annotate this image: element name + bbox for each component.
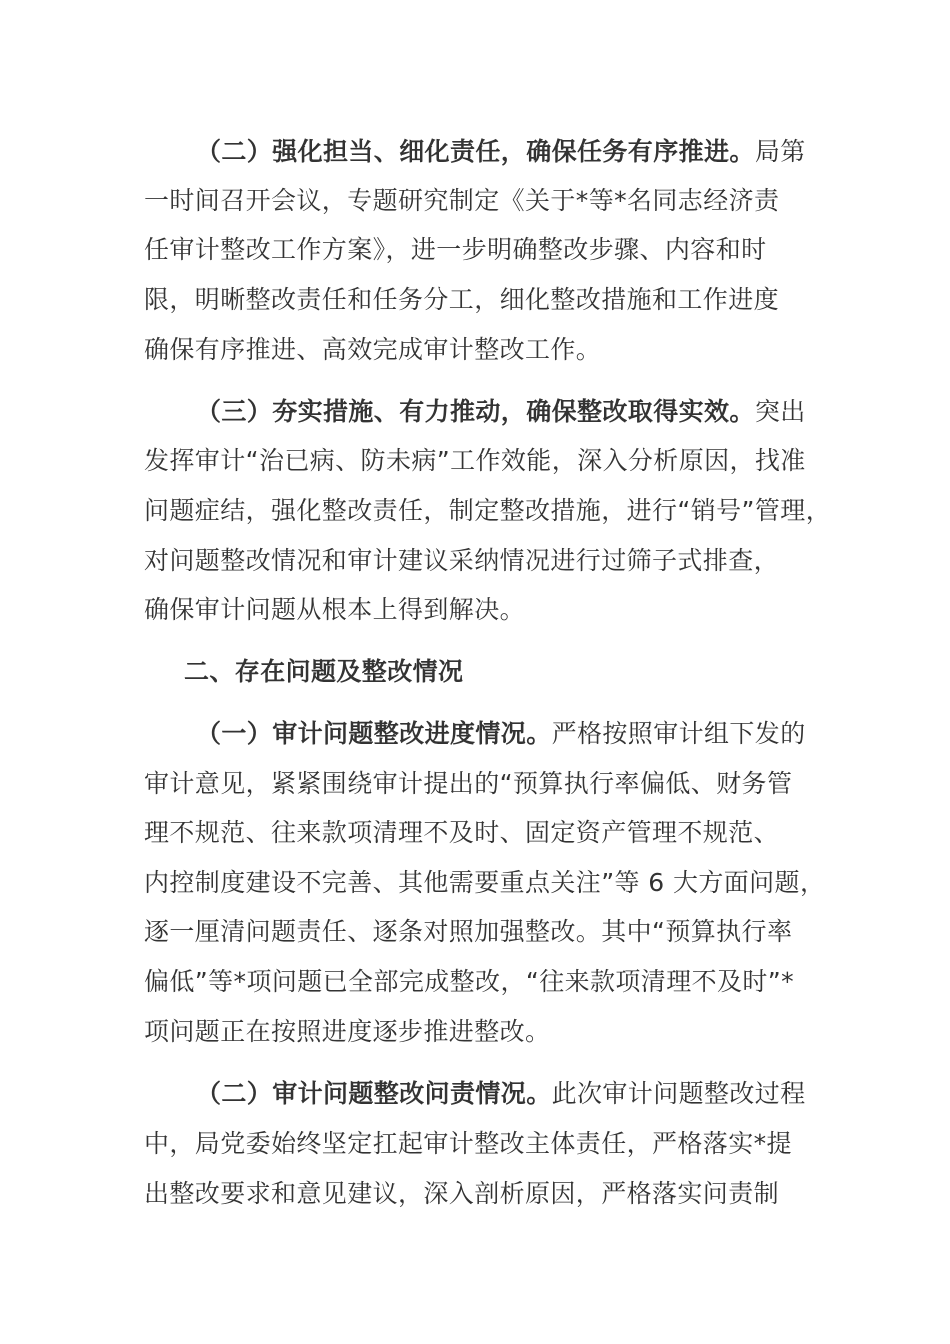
paragraph-line: 任审计整改工作方案》，进一步明确整改步骤、内容和时 <box>144 235 767 264</box>
paragraph-line <box>196 395 806 429</box>
paragraph-line <box>196 1077 806 1111</box>
paragraph-text: 局第 <box>754 137 806 166</box>
paragraph-line: 偏低”等*项问题已全部完成整改，“往来款项清理不及时”* <box>144 967 795 996</box>
paragraph-lead: （三）夯实措施、有力推动，确保整改取得实效。 <box>196 397 755 426</box>
paragraph-line: 内控制度建设不完善、其他需要重点关注”等 6 大方面问题， <box>144 868 826 897</box>
paragraph-text: 严格按照审计组下发的 <box>551 719 806 748</box>
paragraph-line <box>196 135 806 169</box>
section-heading: 二、存在问题及整改情况 <box>184 657 464 686</box>
paragraph-line: 对问题整改情况和审计建议采纳情况进行过筛子式排查， <box>144 546 780 575</box>
paragraph-lead: （二）审计问题整改问责情况。 <box>196 1079 552 1108</box>
paragraph-line: 出整改要求和意见建议，深入剖析原因，严格落实问责制 <box>144 1179 780 1208</box>
paragraph-line: 逐一厘清问题责任、逐条对照加强整改。其中“预算执行率 <box>144 917 793 946</box>
paragraph-line <box>196 717 806 751</box>
paragraph-line: 问题症结，强化整改责任，制定整改措施，进行“销号”管理， <box>144 496 832 525</box>
paragraph-text: 突出 <box>754 397 806 426</box>
paragraph-line: 理不规范、往来款项清理不及时、固定资产管理不规范、 <box>144 818 780 847</box>
paragraph-line: 项问题正在按照进度逐步推进整改。 <box>144 1017 551 1046</box>
paragraph-line: 一时间召开会议，专题研究制定《关于*等*名同志经济责 <box>144 186 780 215</box>
paragraph-text: 此次审计问题整改过程 <box>551 1079 806 1108</box>
paragraph-line: 确保审计问题从根本上得到解决。 <box>144 595 526 624</box>
paragraph-line: 发挥审计“治已病、防未病”工作效能，深入分析原因，找准 <box>144 446 806 475</box>
paragraph-line: 中，局党委始终坚定扛起审计整改主体责任，严格落实*提 <box>144 1129 792 1158</box>
paragraph-line: 确保有序推进、高效完成审计整改工作。 <box>144 335 602 364</box>
paragraph-line: 限，明晰整改责任和任务分工，细化整改措施和工作进度 <box>144 285 780 314</box>
paragraph-lead: （一）审计问题整改进度情况。 <box>196 719 552 748</box>
paragraph-lead: （二）强化担当、细化责任，确保任务有序推进。 <box>196 137 755 166</box>
paragraph-line: 审计意见，紧紧围绕审计提出的“预算执行率偏低、财务管 <box>144 769 793 798</box>
